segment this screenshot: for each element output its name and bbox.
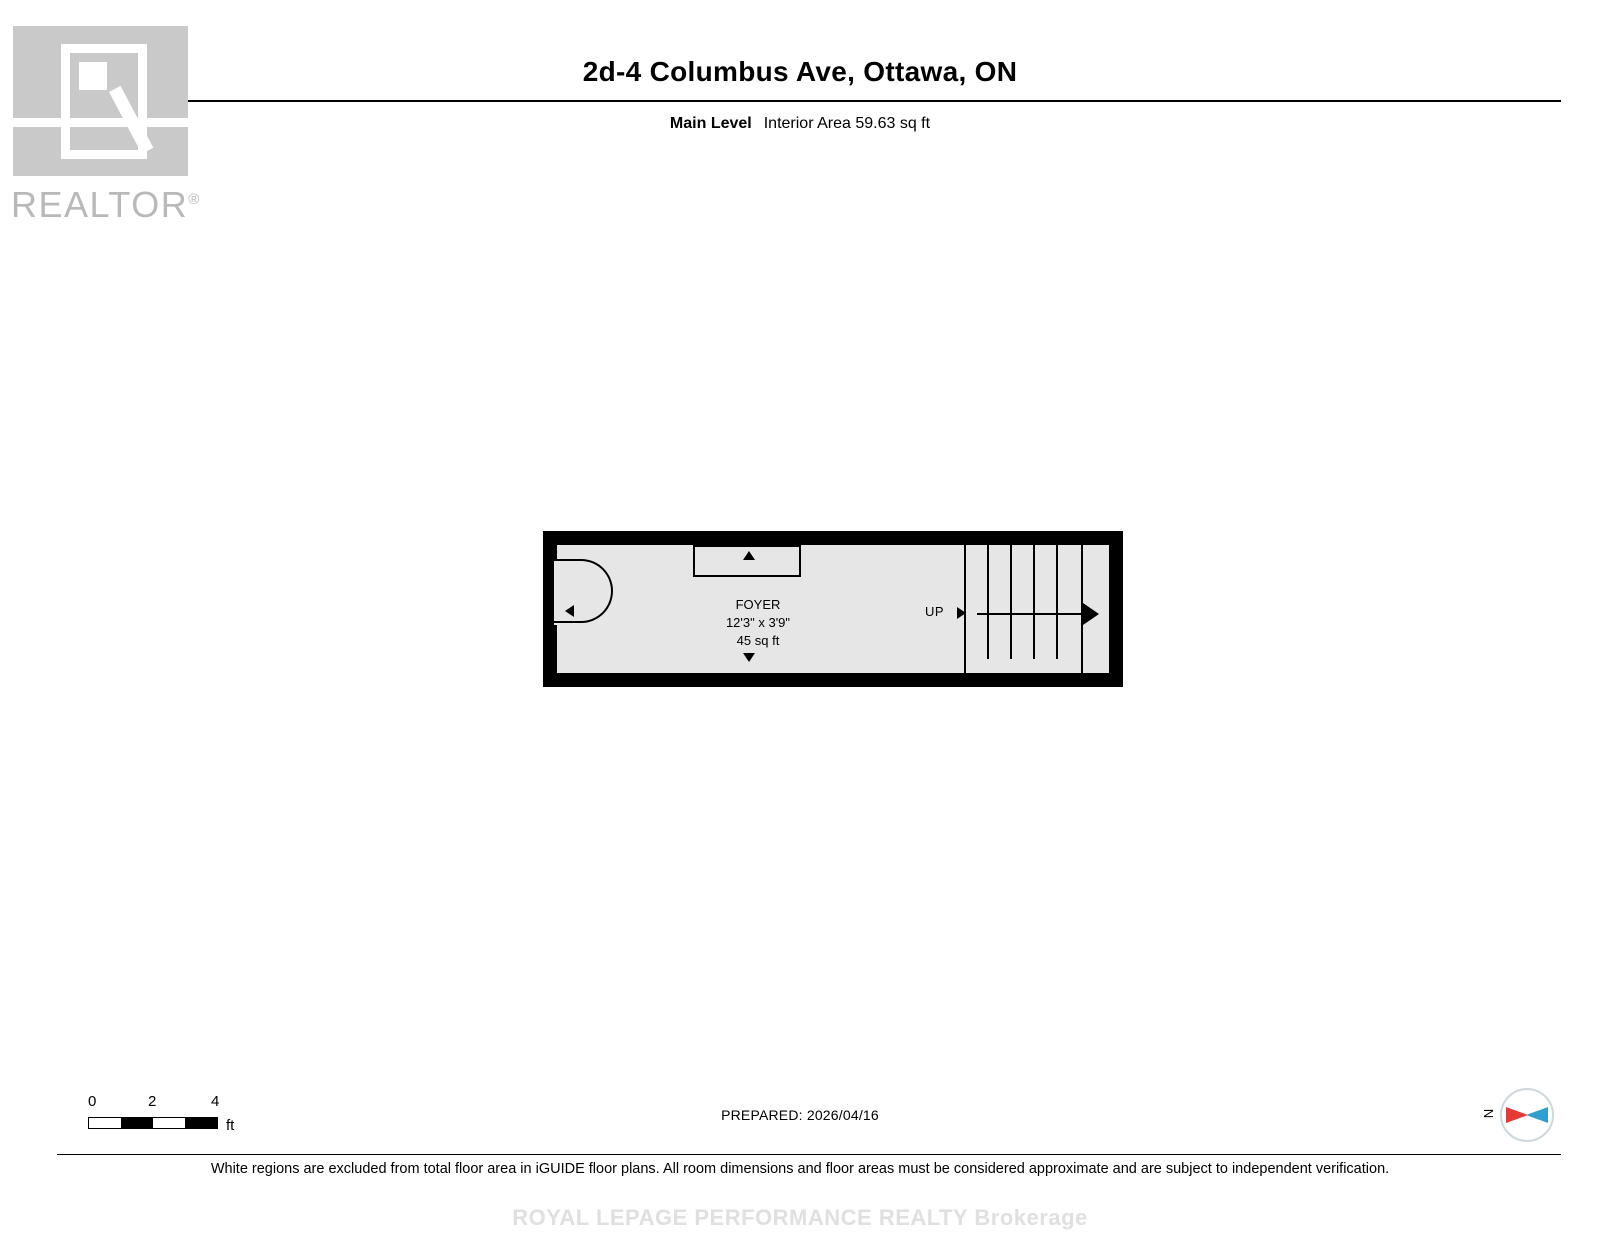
stair-direction-line: [977, 613, 1093, 615]
registered-mark: ®: [188, 191, 201, 208]
door-panel: [551, 559, 554, 625]
level-summary: [0, 115, 1600, 133]
disclaimer-text: White regions are excluded from total floor area in iGUIDE floor plans. All room dimensions and floor areas must be considered approximate and are subject to independent verification.: [210, 1161, 1390, 1177]
door-swing-icon: [549, 559, 613, 623]
level-label: Main Level: [669, 115, 752, 132]
door-direction-arrow-icon: [565, 605, 574, 617]
staircase: [965, 545, 1081, 673]
scale-tick-0: 0: [88, 1093, 97, 1110]
window-direction-arrow-icon: [743, 551, 755, 560]
scale-unit-label: ft: [226, 1117, 235, 1134]
scale-tick-1: 2: [148, 1093, 157, 1110]
window-icon: [693, 545, 801, 577]
room-name: FOYER: [735, 597, 781, 612]
stair-up-label: UP: [925, 604, 945, 619]
floorplan-drawing: [543, 531, 1123, 687]
room-dimensions: 12'3" x 3'9": [725, 615, 791, 630]
compass-south-needle-icon: [1526, 1107, 1548, 1123]
stair-direction-arrow-icon: [1083, 603, 1099, 625]
scale-tick-2: 4: [211, 1093, 220, 1110]
wall-notch: [909, 531, 1109, 541]
compass-north-label: N: [1481, 1108, 1497, 1119]
stair-step-line: [987, 531, 989, 659]
room-label-foyer: [673, 596, 843, 650]
stair-step-line: [1033, 531, 1035, 659]
wall-direction-arrow-icon: [743, 653, 755, 662]
compass-rose: [1481, 1084, 1556, 1146]
realtor-wordmark-text: REALTOR: [11, 184, 189, 225]
room-area: 45 sq ft: [736, 633, 780, 648]
stair-step-line: [1056, 531, 1058, 659]
interior-area-label: Interior Area 59.63 sq ft: [763, 115, 931, 132]
realtor-wordmark: [11, 184, 201, 226]
brokerage-watermark: ROYAL LEPAGE PERFORMANCE REALTY Brokerage: [512, 1205, 1088, 1230]
footer-divider: [57, 1154, 1561, 1155]
page-title: 2d-4 Columbus Ave, Ottawa, ON: [582, 56, 1018, 87]
stair-step-line: [1010, 531, 1012, 659]
stair-up-arrow-icon: [957, 607, 966, 619]
prepared-date: PREPARED: 2026/04/16: [721, 1107, 879, 1123]
compass-north-needle-icon: [1506, 1107, 1528, 1123]
realtor-r-icon: [13, 26, 188, 176]
header-divider: [188, 100, 1561, 102]
